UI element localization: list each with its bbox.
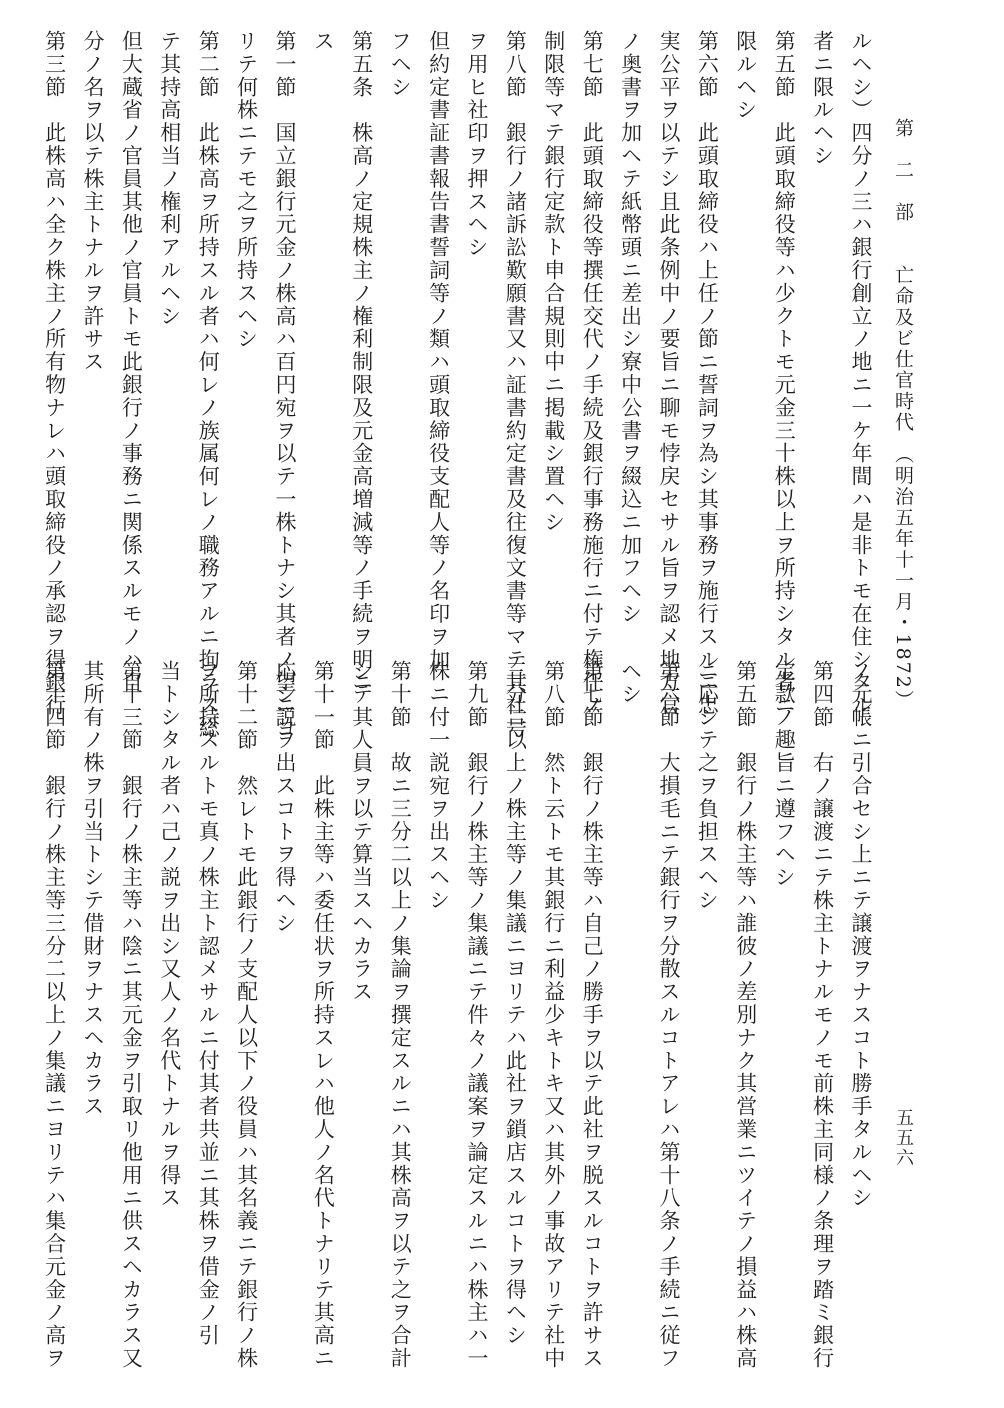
text-column: 者ニ限ルヘシ [810,30,835,168]
text-column: 第七節 銀行ノ株主等ハ自己ノ勝手ヲ以テ此社ヲ脱スルコトヲ許サス [580,660,605,1370]
text-column: 当トシタル者ハ己ノ説ヲ出シ又人ノ名代トナルヲ得ス [157,660,182,1210]
text-column: 第十節 故ニ三分二以上ノ集論ヲ撰定スルニハ其株高ヲ以テ之ヲ合計 [388,660,413,1370]
text-column: 三分二以上ノ株主等ノ集議ニヨリテハ此社ヲ鎖店スルコトヲ得ヘシ [503,660,528,1347]
text-column: ノ奥書ヲ加ヘテ紙幣頭ニ差出シ寮中公書ヲ綴込ニ加フヘシ [618,30,643,626]
text-column: 第十三節 銀行ノ株主等ハ陰ニ其元金ヲ引取リ他用ニ供スヘカラス又 [119,660,144,1370]
text-column: 第四節 右ノ譲渡ニテ株主トナルモノモ前株主同様ノ条理ヲ踏ミ銀行 [810,660,835,1370]
text-column: 第一節 国立銀行元金ノ株高ハ百円宛ヲ以テ一株トナシ其者ノ望ニヨ [273,30,297,740]
text-column: ルヘシ）四分ノ三ハ銀行創立ノ地ニ一ケ年間ハ是非トモ在住シタル [849,30,873,717]
text-column: テ其持高相当ノ権利アルヘシ [157,30,182,328]
text-column: 応シ説ヲ出スコトヲ得ヘシ [273,660,297,935]
text-column: 第九節 銀行ノ株主等ノ集議ニテ件々ノ議案ヲ論定スルニハ株主ハ一 [465,660,489,1370]
text-column: 第八節 然ト云トモ其銀行ニ利益少キトキ又ハ其外ノ事故アリテ社中 [541,660,566,1370]
text-column: 定款ノ趣旨ニ遵フヘシ [772,660,797,889]
text-column: 但約定書証書報告書誓詞等ノ類ハ頭取締役支配人等ノ名印ヲ加 [426,30,451,672]
text-column: 第三節 此株高ハ全ク株主ノ所有物ナレハ頭取締役ノ承認ヲ得銀行 [42,30,67,717]
running-header: 第 二 部 亡命及ビ仕官時代 （明治五年十一月・1872） [892,118,914,711]
text-column: ス [311,30,336,53]
text-column: ノ元帳ニ引合セシ上ニテ譲渡ヲナスコト勝手タルヘシ [849,660,873,1210]
text-column: ヘシ [618,660,643,706]
text-column: 但大蔵省ノ官員其他ノ官員トモ此銀行ノ事務ニ関係スルモノハ自 [119,30,144,695]
text-column: リテ何株ニテモ之ヲ所持スヘシ [234,30,259,351]
text-column: ニ応シテ之ヲ負担スヘシ [695,660,720,912]
text-column: 分ノ名ヲ以テ株主トナルヲ許サス [81,30,105,374]
text-column: 制限等マテ銀行定款ト申合規則中ニ掲載シ置ヘシ [541,30,566,534]
text-column: 第十二節 然レトモ此銀行ノ支配人以下ノ役員ハ其名義ニテ銀行ノ株 [234,660,259,1370]
page-number: 五五六 [893,1108,914,1168]
text-column: 第五節 銀行ノ株主等ハ誰彼ノ差別ナク其営業ニツイテノ損益ハ株高 [733,660,758,1370]
text-column: 株ニ付一説宛ヲ出スヘシ [426,660,451,912]
text-column: 第五節 此頭取締役等ハ少クトモ元金三十株以上ヲ所持シタル者ニ [772,30,797,717]
text-column: ヲ所持スルトモ真ノ株主ト認メサルニ付其者共並ニ其株ヲ借金ノ引 [196,660,221,1347]
text-column: 第二節 此株高ヲ所持スル者ハ何レノ族属何レノ職務アルニ拘ラス総 [196,30,221,740]
text-column: 其所有ノ株ヲ引当トシテ借財ヲナスヘカラス [81,660,105,1118]
text-column: 実公平ヲ以テシ且此条例中ノ要旨ニ聊モ悖戻セサル旨ヲ認メ地方官 [657,30,681,717]
text-column: ヲ用ヒ社印ヲ押スヘシ [465,30,489,259]
text-column: 第六節 此頭取締役ハ上任ノ節ニ誓詞ヲ為シ其事務ヲ施行スルニ忠 [695,30,720,717]
text-column: 限ルヘシ [733,30,758,122]
text-column: 第八節 銀行ノ諸訴訟歎願書又ハ証書約定書及往復文書等マテ其社号 [503,30,528,740]
text-column: フヘシ [388,30,413,99]
text-column: シテ其人員ヲ以テ算当スヘカラス [349,660,374,1004]
text-column: 第十一節 此株主等ハ委任状ヲ所持スレハ他人ノ名代トナリテ其高ニ [311,660,336,1370]
text-column: 第五条 株高ノ定規株主ノ権利制限及元金高増減等ノ手続ヲ明ニ [349,30,374,695]
text-column: 第六節 大損毛ニテ銀行ヲ分散スルコトアレハ第十八条ノ手続ニ従フ [657,660,681,1370]
text-column: 第十四節 銀行ノ株主等三分二以上ノ集議ニヨリテハ集合元金ノ高ヲ [42,660,67,1370]
text-column: 第七節 此頭取締役等撰任交代ノ手続及銀行事務施行ニ付テ権任ノ [580,30,605,717]
